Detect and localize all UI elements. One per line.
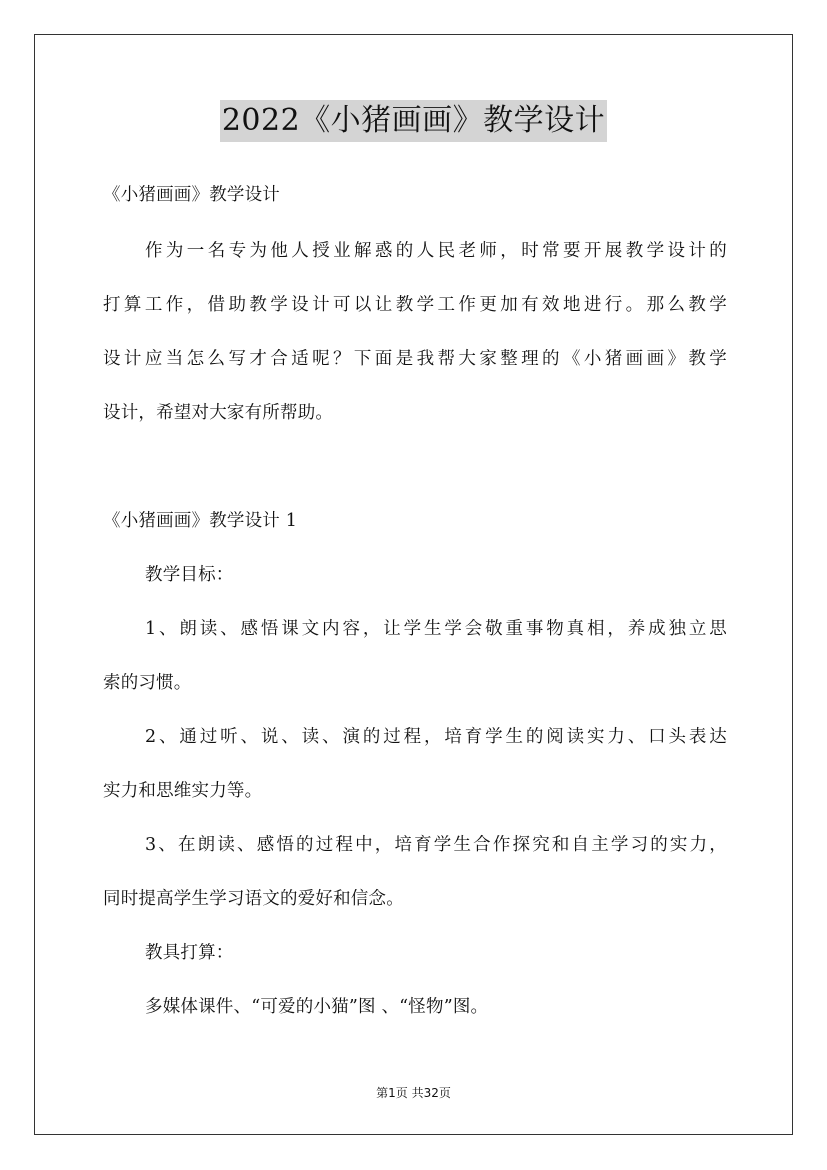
- goals-label: 教学目标：: [145, 565, 234, 585]
- document-title: 2022《小猪画画》教学设计: [220, 100, 607, 142]
- document-subtitle: 《小猪画画》教学设计: [103, 185, 280, 205]
- goal-1-line-2: 索的习惯。: [103, 673, 192, 693]
- intro-line-3: 设计应当怎么写才合适呢？下面是我帮大家整理的《小猪画画》教学: [103, 349, 727, 369]
- intro-line-2: 打算工作，借助教学设计可以让教学工作更加有效地进行。那么教学: [103, 295, 727, 315]
- tools-label: 教具打算：: [145, 943, 234, 963]
- tools-text: 多媒体课件、“可爱的小猫”图 、“怪物”图。: [145, 997, 489, 1017]
- goal-3-line-1: 3、在朗读、感悟的过程中，培育学生合作探究和自主学习的实力，: [145, 835, 727, 855]
- goal-1-line-1: 1、朗读、感悟课文内容，让学生学会敬重事物真相，养成独立思: [145, 619, 727, 639]
- page-footer: 第1页 共32页: [376, 1086, 451, 1100]
- goal-3-line-2: 同时提高学生学习语文的爱好和信念。: [103, 889, 404, 909]
- goal-2-line-1: 2、通过听、说、读、演的过程，培育学生的阅读实力、口头表达: [145, 727, 727, 747]
- intro-line-4: 设计，希望对大家有所帮助。: [103, 403, 334, 423]
- intro-line-1: 作为一名专为他人授业解惑的人民老师，时常要开展教学设计的: [145, 241, 727, 261]
- title-wrap: [0, 100, 827, 142]
- goal-2-line-2: 实力和思维实力等。: [103, 781, 263, 801]
- section-heading: 《小猪画画》教学设计 1: [103, 511, 298, 531]
